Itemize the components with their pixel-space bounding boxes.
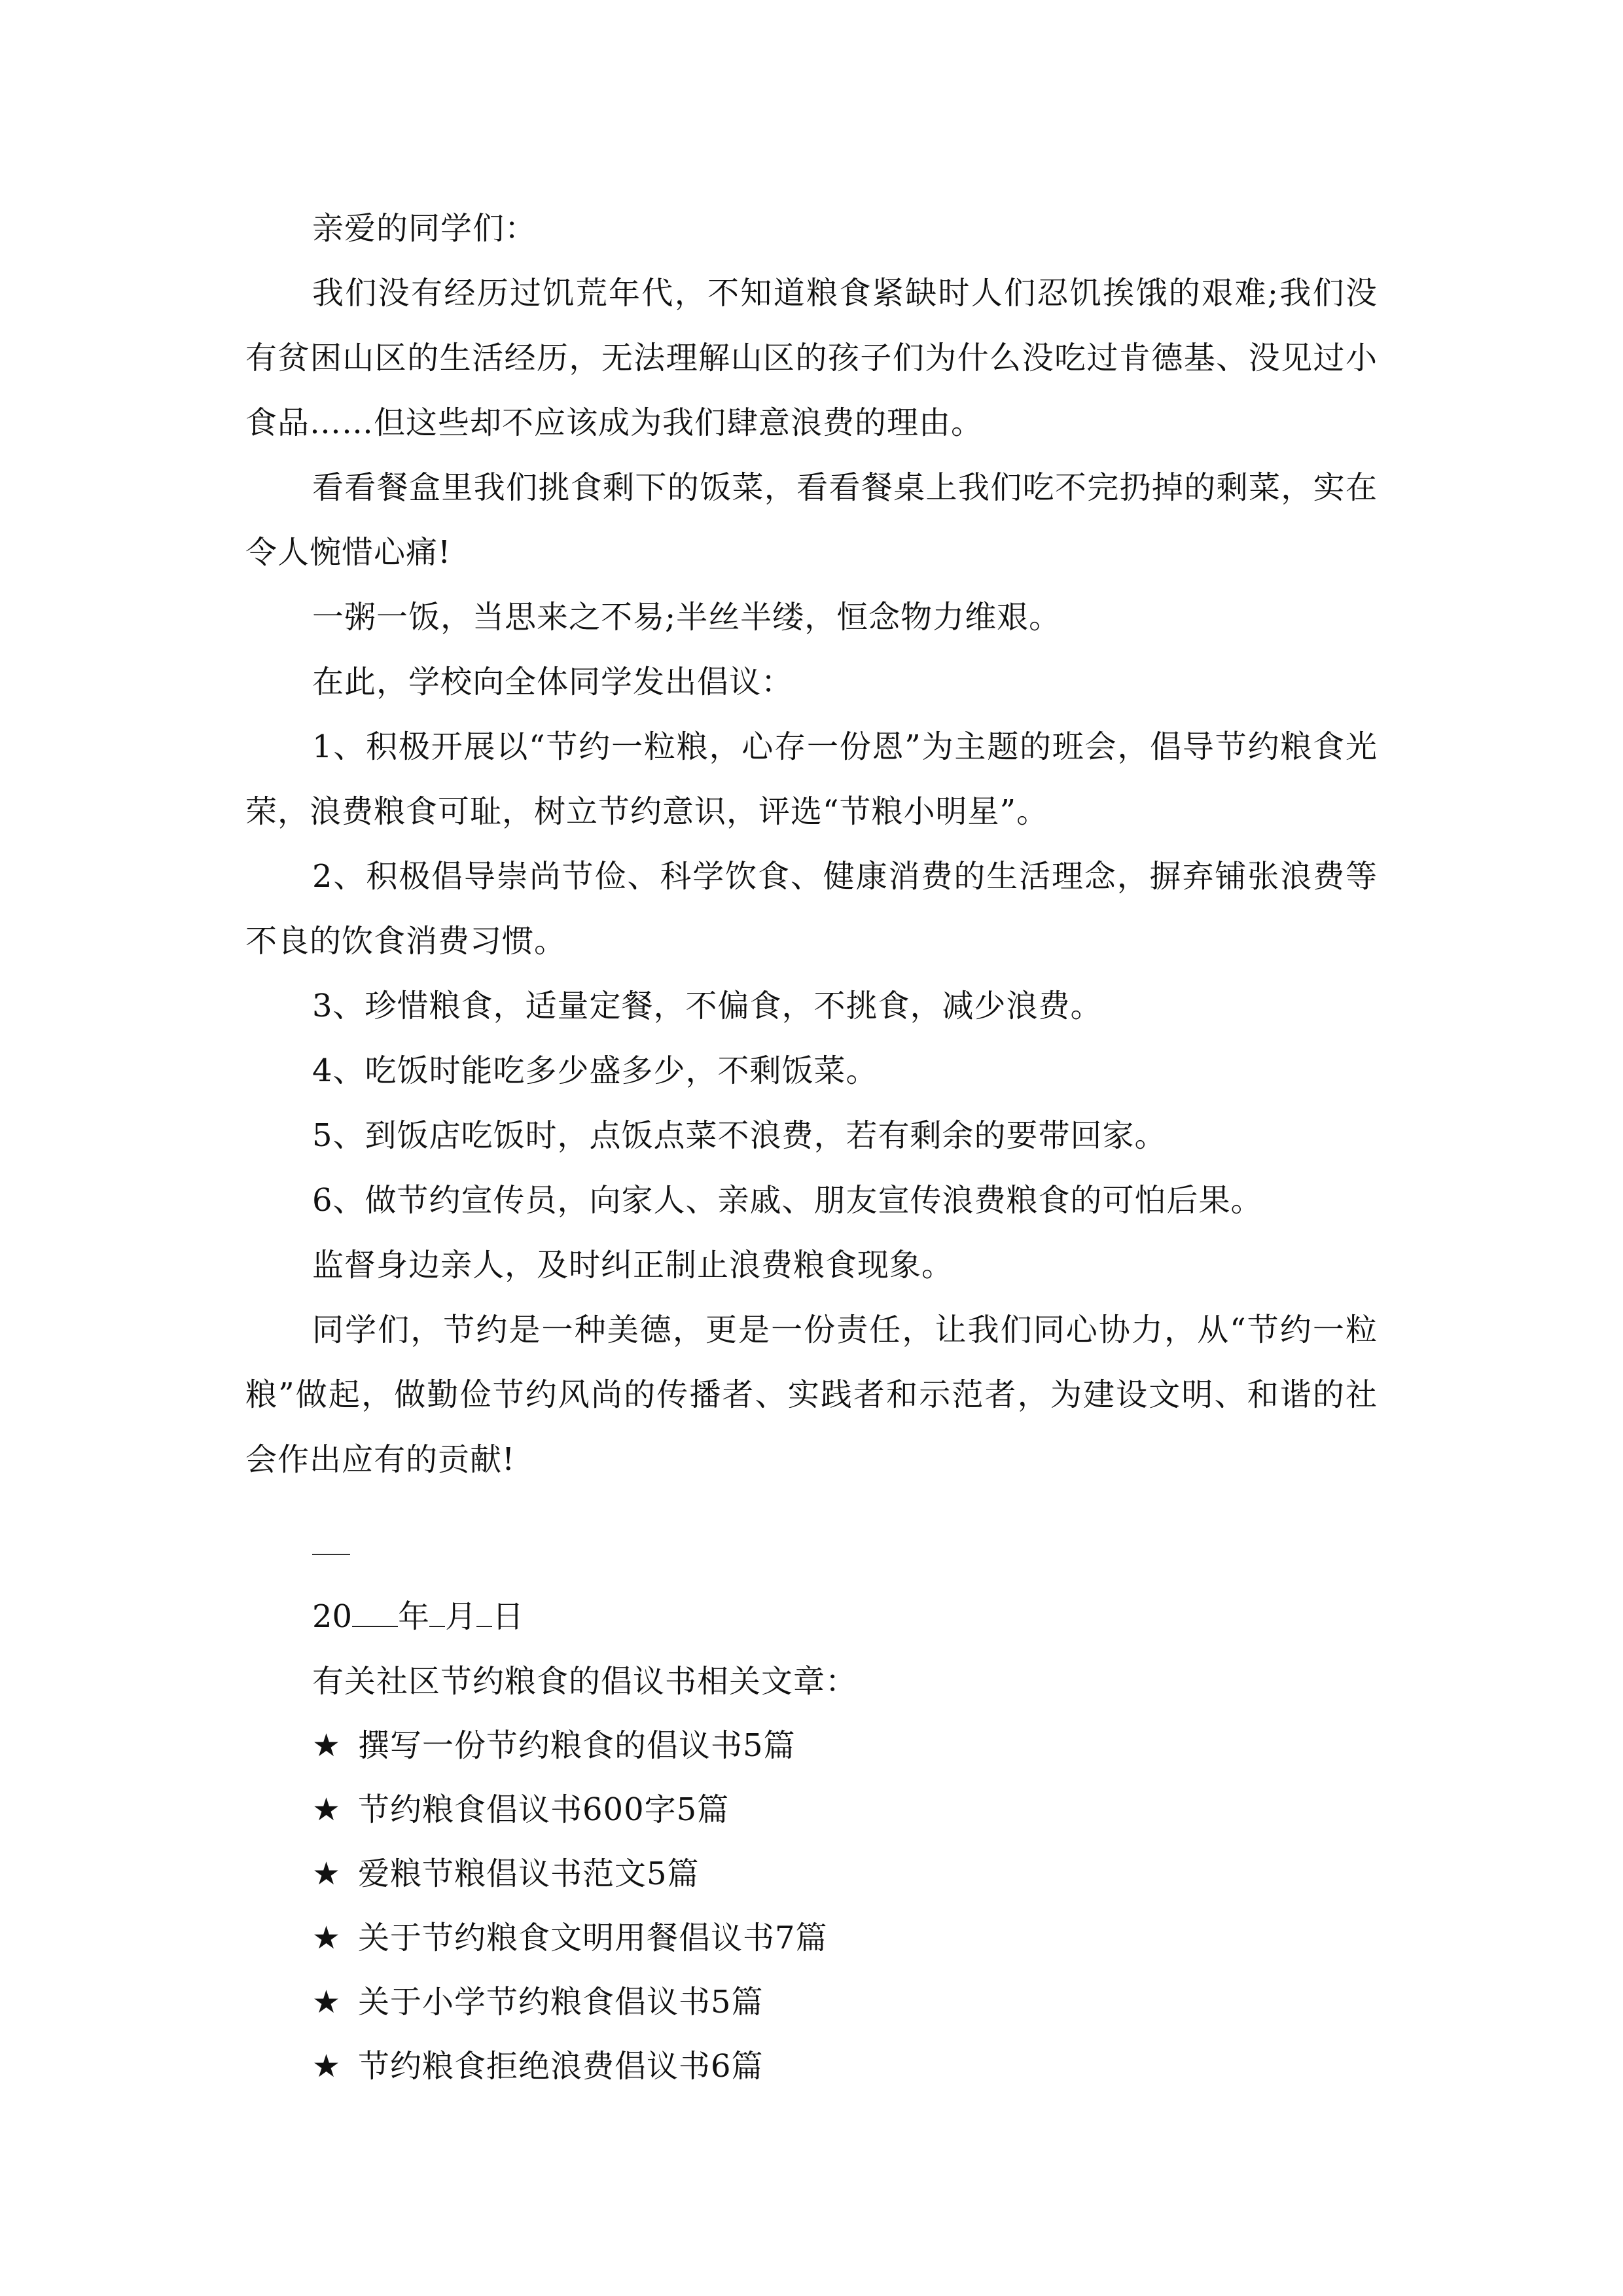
proposal-item-2: 2、积极倡导崇尚节俭、科学饮食、健康消费的生活理念，摒弃铺张浪费等不良的饮食消费习惯。 — [245, 858, 1378, 960]
star-icon: ★ — [312, 1920, 342, 1956]
related-link-label: 爱粮节粮倡议书范文5篇 — [358, 1856, 700, 1892]
star-icon: ★ — [312, 1856, 342, 1892]
document-page — [245, 196, 1378, 2098]
paragraph-proverb: 一粥一饭，当思来之不易;半丝半缕，恒念物力维艰。 — [312, 599, 1061, 636]
proposal-item-1: 1、积极开展以“节约一粒粮，心存一份恩”为主题的班会，倡导节约粮食光荣，浪费粮食可耻，树立节约意识，评选“节粮小明星”。 — [245, 728, 1378, 830]
related-link-6[interactable] — [245, 2034, 1378, 2098]
related-link-3[interactable] — [245, 1842, 1378, 1906]
paragraph-closing: 同学们，节约是一种美德，更是一份责任，让我们同心协力，从“节约一粒粮”做起，做勤俭节约风尚的传播者、实践者和示范者，为建设文明、和谐的社会作出应有的贡献! — [245, 1312, 1378, 1478]
paragraph-intro: 我们没有经历过饥荒年代，不知道粮食紧缺时人们忍饥挨饿的艰难;我们没有贫困山区的生活经历，无法理解山区的孩子们为什么没吃过肯德基、没见过小食品……但这些却不应该成为我们肆意浪费的理由。 — [245, 275, 1378, 441]
related-link-label: 撰写一份节约粮食的倡议书5篇 — [358, 1727, 796, 1764]
related-link-label: 关于节约粮食文明用餐倡议书7篇 — [358, 1920, 828, 1956]
day-blank — [476, 1600, 492, 1627]
star-icon: ★ — [312, 1984, 342, 2020]
related-link-label: 节约粮食拒绝浪费倡议书6篇 — [358, 2048, 764, 2085]
star-icon: ★ — [312, 2048, 342, 2085]
signature-line — [245, 1520, 1378, 1585]
star-icon: ★ — [312, 1727, 342, 1764]
spacer — [245, 1492, 1378, 1520]
related-link-label: 关于小学节约粮食倡议书5篇 — [358, 1984, 764, 2020]
date-year: 年 — [398, 1598, 430, 1635]
salutation: 亲爱的同学们： — [312, 210, 537, 247]
signature-dash — [312, 1554, 350, 1555]
date-line — [245, 1585, 1378, 1649]
paragraph-proposal-intro: 在此，学校向全体同学发出倡议： — [312, 664, 794, 700]
date-day: 日 — [492, 1598, 524, 1635]
paragraph-supervise: 监督身边亲人，及时纠正制止浪费粮食现象。 — [312, 1247, 954, 1283]
related-link-4[interactable] — [245, 1906, 1378, 1970]
proposal-item-5: 5、到饭店吃饭时，点饭点菜不浪费，若有剩余的要带回家。 — [312, 1117, 1167, 1154]
related-link-5[interactable] — [245, 1970, 1378, 2034]
paragraph-leftovers: 看看餐盒里我们挑食剩下的饭菜，看看餐桌上我们吃不完扔掉的剩菜，实在令人惋惜心痛! — [245, 469, 1378, 571]
star-icon: ★ — [312, 1791, 342, 1828]
date-month: 月 — [445, 1598, 477, 1635]
proposal-item-4: 4、吃饭时能吃多少盛多少，不剩饭菜。 — [312, 1052, 878, 1089]
related-link-label: 节约粮食倡议书600字5篇 — [358, 1791, 730, 1828]
month-blank — [429, 1600, 445, 1627]
related-heading: 有关社区节约粮食的倡议书相关文章： — [312, 1663, 858, 1700]
proposal-item-6: 6、做节约宣传员，向家人、亲戚、朋友宣传浪费粮食的可怕后果。 — [312, 1182, 1263, 1219]
year-blank — [352, 1600, 398, 1627]
related-link-1[interactable] — [245, 1713, 1378, 1778]
proposal-item-3: 3、珍惜粮食，适量定餐，不偏食，不挑食，减少浪费。 — [312, 988, 1103, 1024]
date-prefix: 20 — [312, 1598, 353, 1635]
related-link-2[interactable] — [245, 1778, 1378, 1842]
